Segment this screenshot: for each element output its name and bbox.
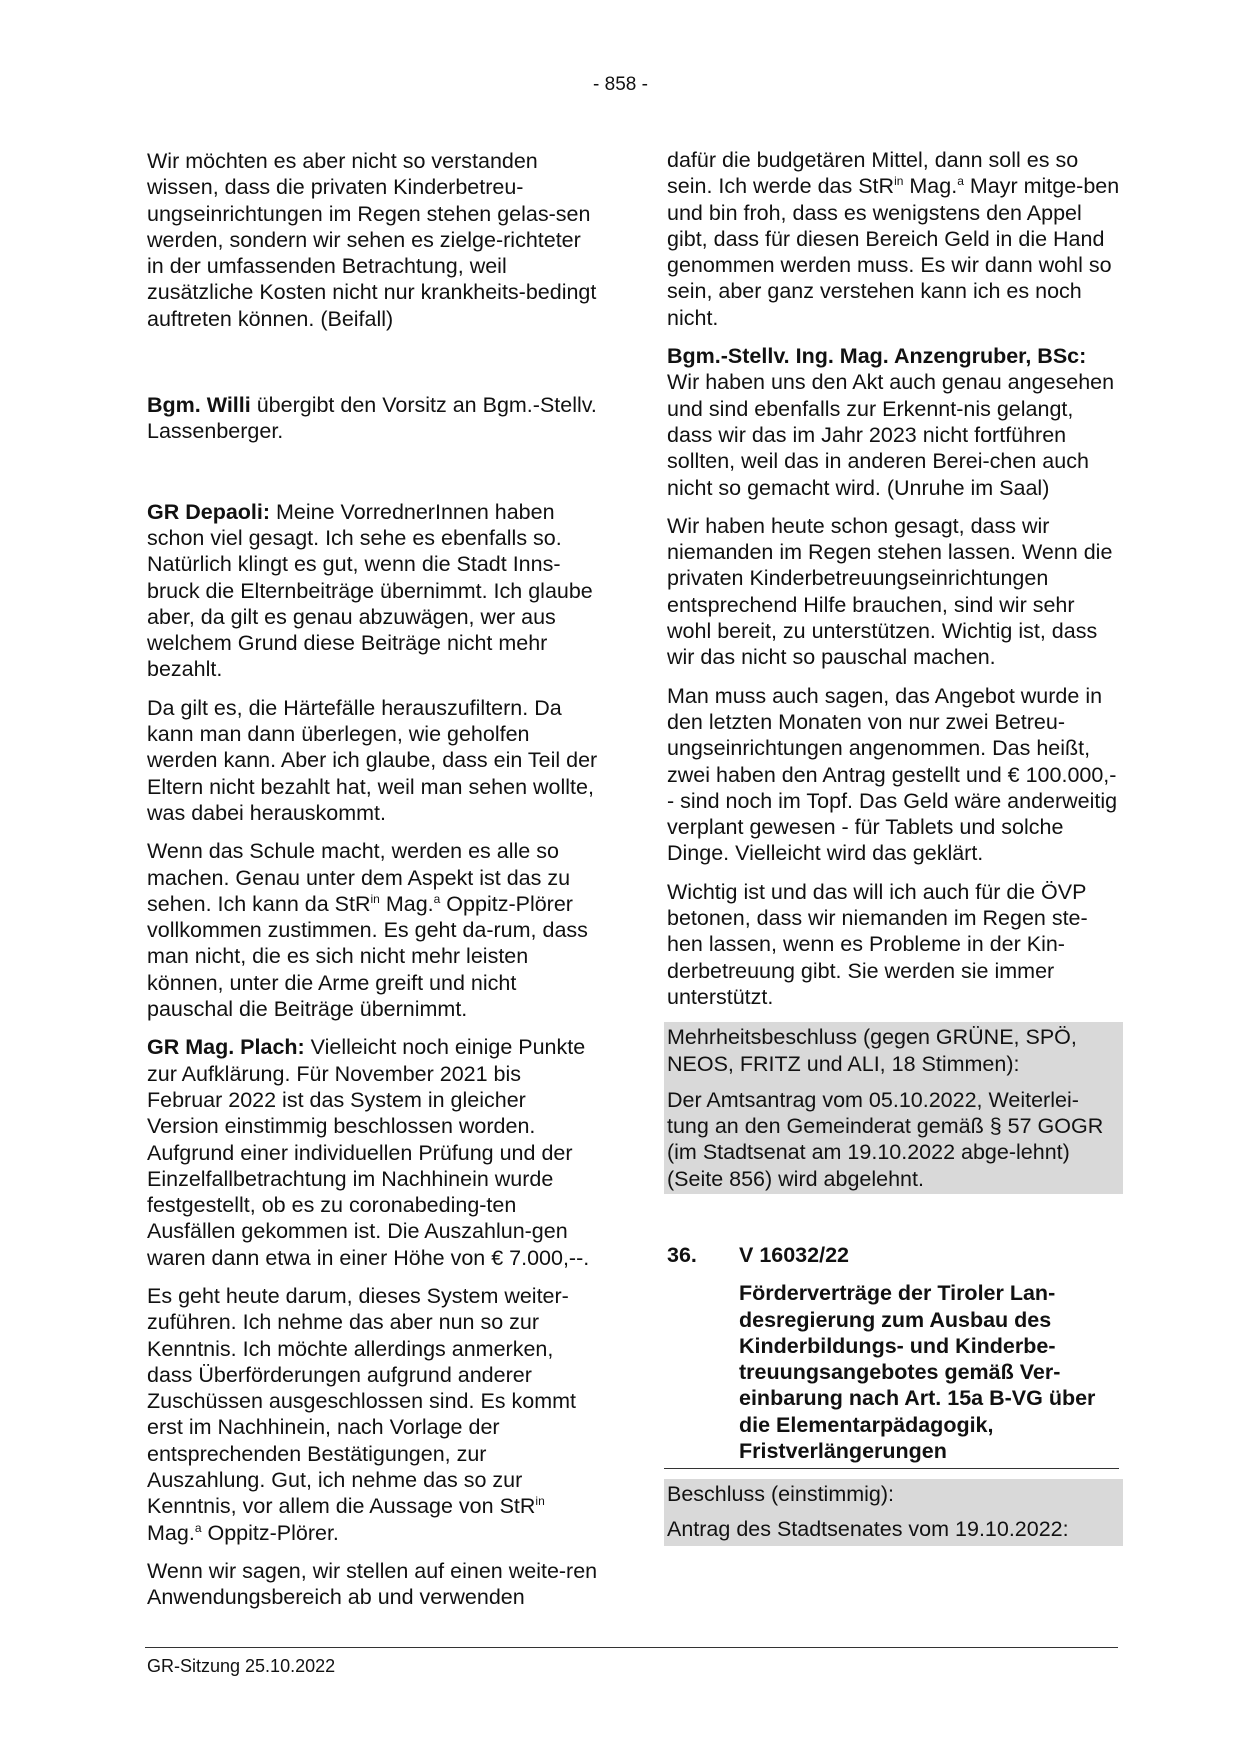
paragraph: Wir haben heute schon gesagt, dass wir niemanden im Regen stehen lassen. Wenn die privaten Kinderbetreuungseinrichtungen entsprechend Hilfe brauchen, sind wir sehr wohl bereit, zu unterstützen. Wichtig ist, dass wir das nicht so pauschal machen. (667, 513, 1113, 670)
speaker-name: Bgm.-Stellv. Ing. Mag. Anzengruber, BSc: (667, 344, 1087, 369)
page-number: - 858 - (593, 74, 648, 95)
paragraph: Da gilt es, die Härtefälle herauszufiltern. Da kann man dann überlegen, wie geholfen werden kann. Aber ich glaube, dass ein Teil der Eltern nicht bezahlt hat, weil man sehen wollte, was dabei herauskommt. (147, 695, 598, 825)
paragraph: Wenn das Schule macht, werden es alle so machen. Genau unter dem Aspekt ist das zu sehen. Ich kann da StR$^{in}$ Mag.$^a$ Oppitz-Plörer vollkommen zustimmen. Es geht da-rum, dass man nicht, die es sich nicht mehr leisten können, unter die Arme greift und nicht pauschal die Beiträge übernimmt. (147, 839, 588, 1022)
paragraph: dafür die budgetären Mittel, dann soll es so sein. Ich werde das StR$^{in}$ Mag.$^a$ Mayr mitge-ben und bin froh, dass es wenigstens den Appel gibt, dass für diesen Bereich Geld in die Hand genommen werden muss. Es wir dann wohl so sein, aber ganz verstehen kann ich es noch nicht. (667, 148, 1120, 330)
decision-heading: Beschluss (einstimmig): (667, 1482, 894, 1507)
paragraph: Wir möchten es aber nicht so verstanden wissen, dass die privaten Kinderbetreu-ungseinrichtungen im Regen stehen gelas-sen werden, sondern wir sehen es zielge-richteter in der umfassenden Betrachtung, weil zusätzliche Kosten nicht nur krankheits-bedingt auftreten können. (Beifall) (147, 149, 597, 331)
right-column (667, 147, 1122, 1546)
left-column (147, 148, 602, 1623)
paragraph: GR Depaoli: Meine VorrednerInnen haben schon viel gesagt. Ich sehe es ebenfalls so. Natürlich klingt es gut, wenn die Stadt Inns-bruck die Elternbeiträge übernimmt. Ich glaube aber, da gilt es genau abzuwägen, wer aus welchem Grund diese Beiträge nicht mehr bezahlt. (147, 499, 593, 682)
agenda-title: Förderverträge der Tiroler Lan-desregierung zum Ausbau des Kinderbildungs- und Kinderbe-treuungsangebotes gemäß Ver-einbarung nach Art. 15a B-VG über die Elementarpädagogik, Fristverlängerungen (739, 1281, 1096, 1464)
paragraph: GR Mag. Plach: Vielleicht noch einige Punkte zur Aufklärung. Für November 2021 bis Februar 2022 ist das System in gleicher Version einstimmig beschlossen worden. Aufgrund einer individuellen Prüfung und der Einzelfallbetrachtung im Nachhinein wurde festgestellt, ob es zu coronabeding-ten Ausfällen gekommen ist. Die Auszahlun-gen waren dann etwa in einer Höhe von € 7.000,--. (147, 1035, 590, 1270)
paragraph: Wichtig ist und das will ich auch für die ÖVP betonen, dass wir niemanden im Regen ste-hen lassen, wenn es Probleme in der Kin-derbetreuung gibt. Sie werden sie immer unterstützt. (667, 879, 1088, 1009)
decision-text: Antrag des Stadtsenates vom 19.10.2022: (667, 1516, 1069, 1541)
speaker-name: Bgm. Willi (147, 393, 251, 418)
footer-divider (145, 1647, 1118, 1648)
decision-heading: Mehrheitsbeschluss (gegen GRÜNE, SPÖ, NEOS, FRITZ und ALI, 18 Stimmen): (667, 1025, 1077, 1076)
agenda-item (667, 1242, 1122, 1469)
decision-box (664, 1479, 1123, 1546)
speaker-name: GR Depaoli: (147, 499, 271, 524)
paragraph: Man muss auch sagen, das Angebot wurde in den letzten Monaten von nur zwei Betreu-ungseinrichtungen angenommen. Das heißt, zwei haben den Antrag gestellt und € 100.000,-- sind noch im Topf. Das Geld wäre anderweitig verplant gewesen - für Tablets und solche Dinge. Vielleicht wird das geklärt. (667, 683, 1118, 866)
decision-box (664, 1022, 1123, 1194)
paragraph: Bgm.-Stellv. Ing. Mag. Anzengruber, BSc: Wir haben uns den Akt auch genau angesehen und sind ebenfalls zur Erkennt-nis gelangt, dass wir das im Jahr 2023 nicht fortführen sollten, weil das in anderen Berei-chen auch nicht so gemacht wird. (Unruhe im Saal) (667, 344, 1115, 500)
paragraph: Es geht heute darum, dieses System weiter-zuführen. Ich nehme das aber nun so zur Kenntnis. Ich möchte allerdings anmerken, dass Überförderungen aufgrund anderer Zuschüssen ausgeschlossen sind. Es kommt erst im Nachhinein, nach Vorlage der entsprechenden Bestätigungen, zur Auszahlung. Gut, ich nehme das so zur Kenntnis, vor allem die Aussage von StR$^{in}$ Mag.$^a$ Oppitz-Plörer. (147, 1283, 577, 1545)
paragraph: Wenn wir sagen, wir stellen auf einen weite-ren Anwendungsbereich ab und verwenden (147, 1558, 598, 1610)
divider (664, 1468, 1119, 1469)
agenda-number: 36. (667, 1242, 697, 1267)
decision-text: Der Amtsantrag vom 05.10.2022, Weiterlei-tung an den Gemeinderat gemäß § 57 GOGR (im Stadtsenat am 19.10.2022 abge-lehnt) (Seite 856) wird abgelehnt. (667, 1087, 1104, 1191)
agenda-code: V 16032/22 (739, 1242, 849, 1267)
footer: GR-Sitzung 25.10.2022 (147, 1656, 336, 1676)
paragraph: Bgm. Willi übergibt den Vorsitz an Bgm.-Stellv. Lassenberger. (147, 393, 597, 444)
speaker-name: GR Mag. Plach: (147, 1035, 305, 1060)
